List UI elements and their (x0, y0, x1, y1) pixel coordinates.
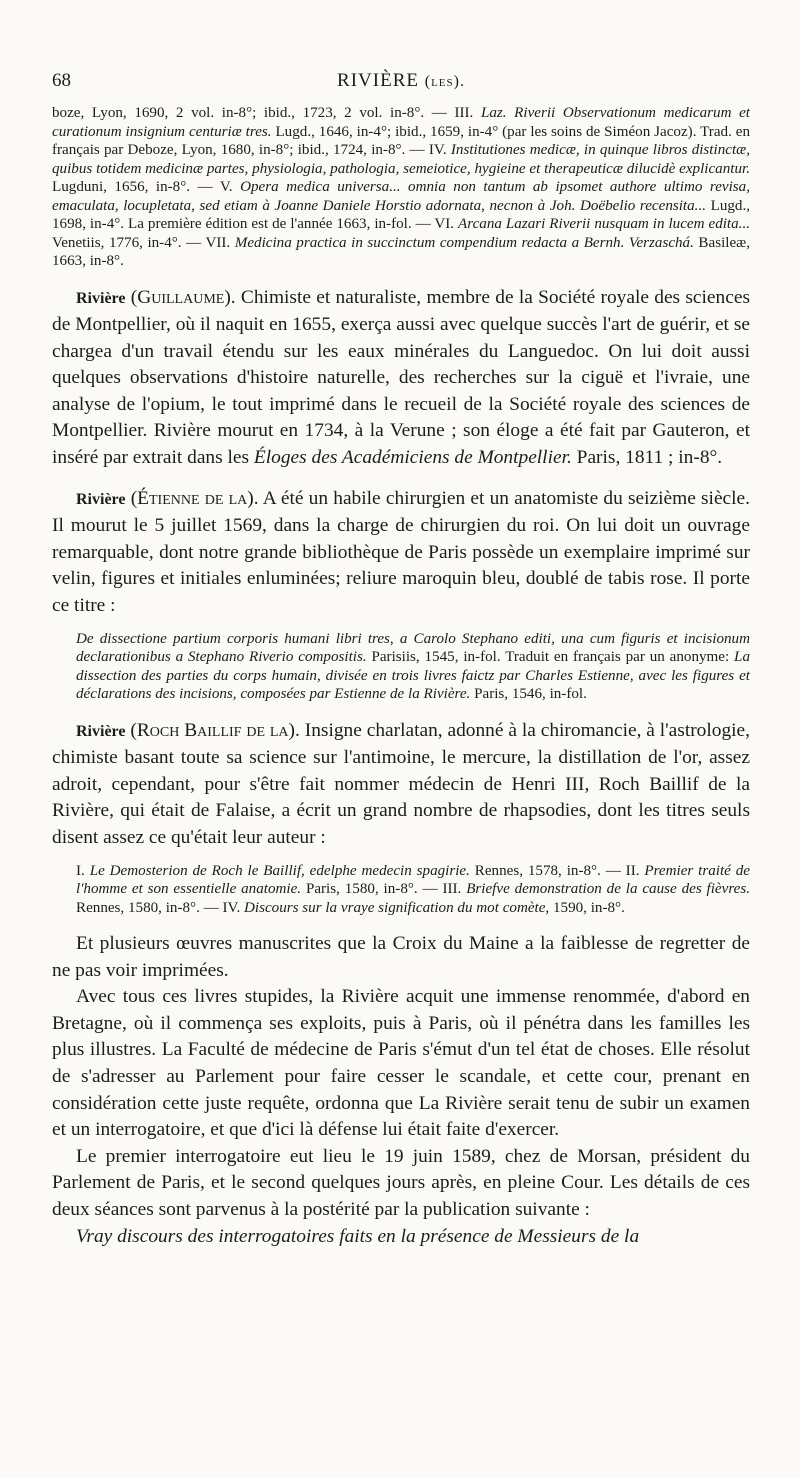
paragraph-title-start: Vray discours des interrogatoires faits en la présence de Messieurs de la (76, 1225, 640, 1247)
page-number: 68 (52, 70, 71, 91)
running-title: RIVIÈRE (337, 70, 419, 91)
entry-name: Rivière (76, 722, 126, 740)
paragraph-renown: Avec tous ces livres stupides, la Rivière acquit une immense renommée, d'abord en Bretagne, où il commença ses exploits, puis à Paris, où il pénétra dans les familles les plus illustres. La Faculté de médecine de Paris s'émut d'un tel état de choses. Elle résolut de s'adresser au Parlement pour faire cesser le scandale, et cette cour, prenant en considération cette juste requête, ordonna que La Rivière serait tenu de subir un examen et un interrogatoire, et que d'ici là défense lui était faite d'exercer. (52, 986, 750, 1141)
bibliography-continued: boze, Lyon, 1690, 2 vol. in-8°; ibid., 1723, 2 vol. in-8°. — III. Laz. Riverii Observationum medicarum et curationum insignium centuriæ tres. Lugd., 1646, in-4°; ibid., 1659, in-4° (par les soins de Siméon Jacoz). Trad. en français par Deboze, Lyon, 1680, in-8°; ibid., 1724, in-8°. — IV. Institutiones medicæ, in quinque libros distinctæ, quibus totidem medicinæ partes, physiologia, pathologia, semeiotice, hygieine et therapeuticæ dilucidè explicantur. Lugduni, 1656, in-8°. — V. Opera medica universa... omnia non tantum ab ipsomet authore ultimo revisa, emaculata, locupletata, sed etiam à Joanne Daniele Horstio adornata, necnon à Joh. Doëbelio recensita... Lugd., 1698, in-4°. La première édition est de l'année 1663, in-fol. — VI. Arcana Lazari Riverii nusquam in lucem edita... Venetiis, 1776, in-4°. — VII. Medicina practica in succinctum compendium redacta a Bernh. Verzaschá. Basileæ, 1663, in-8°. (52, 105, 751, 269)
entry-name: Rivière (76, 289, 126, 307)
roch-works: I. Le Demosterion de Roch le Baillif, edelphe medecin spagirie. Rennes, 1578, in-8°. — II. Premier traité de l'homme et son essentielle anatomie. Paris, 1580, in-8°. — III. Briefve demonstration de la cause des fièvres. Rennes, 1580, in-8°. — IV. Discours sur la vraye signification du mot comète, 1590, in-8°. (76, 862, 750, 916)
running-subtitle: (les). (424, 73, 465, 90)
entry-given-name: (Roch Baillif de la). (130, 719, 300, 741)
etienne-note: De dissectione partium corporis humani libri tres, a Carolo Stephano editi, una cum figuris et incisionum declarationibus a Stephano Riverio compositis. Parisiis, 1545, in-fol. Traduit en français par un anonyme: La dissection des parties du corps humain, divisée en trois livres faictz par Charles Estienne, avec les figures et déclarations des incisions, composées par Estienne de la Rivière. Paris, 1546, in-fol. (76, 630, 750, 703)
entry-etienne: Rivière (Étienne de la). A été un habile chirurgien et un anatomiste du seizième siècle. Il mourut le 5 juillet 1569, dans la charge de chirurgien du roi. On lui doit un ouvrage remarquable, dont notre grande bibliothèque de Paris possède un exemplaire imprimé sur velin, figures et initiales enluminées; reliure maroquin bleu, doublé de tabis rose. Il porte ce titre : (52, 487, 751, 617)
running-head (52, 70, 750, 92)
entry-given-name: (Guillaume). (130, 286, 236, 308)
page-header (52, 70, 750, 104)
entry-guillaume: Rivière (Guillaume). Chimiste et naturaliste, membre de la Société royale des sciences de Montpellier, où il naquit en 1655, exerça aussi avec quelque succès l'art de guérir, et se chargea d'un travail étendu sur les eaux minérales du Languedoc. On lui doit aussi quelques observations d'histoire naturelle, des recherches sur la ciguë et l'ivraie, une analyse de l'opium, le tout imprimé dans le recueil de la Société royale des sciences de Montpellier. Rivière mourut en 1734, à la Verune ; son éloge a été fait par Gauteron, et inséré par extrait dans les Éloges des Académiciens de Montpellier. Paris, 1811 ; in-8°. (52, 286, 750, 469)
entry-roch: Rivière (Roch Baillif de la). Insigne charlatan, adonné à la chiromancie, à l'astrologie, chimiste basant toute sa science sur l'antimoine, le mercure, la distillation de l'or, assez adroit, cependant, pour s'être fait nommer médecin de Henri III, Roch Baillif de la Rivière, qui était de Falaise, a écrit un grand nombre de rhapsodies, dont les titres seuls disent assez ce qu'était leur auteur : (52, 719, 750, 848)
paragraph-manuscripts: Et plusieurs œuvres manuscrites que la Croix du Maine a la faiblesse de regretter de ne pas voir imprimées. (52, 933, 750, 981)
entry-given-name: (Étienne de la). (130, 487, 259, 509)
entry-name: Rivière (76, 490, 126, 508)
paragraph-interrogation: Le premier interrogatoire eut lieu le 19 juin 1589, chez de Morsan, président du Parlement de Paris, et le second quelques jours après, en pleine Cour. Les détails de ces deux séances sont parvenus à la postérité par la publication suivante : (52, 1145, 750, 1221)
